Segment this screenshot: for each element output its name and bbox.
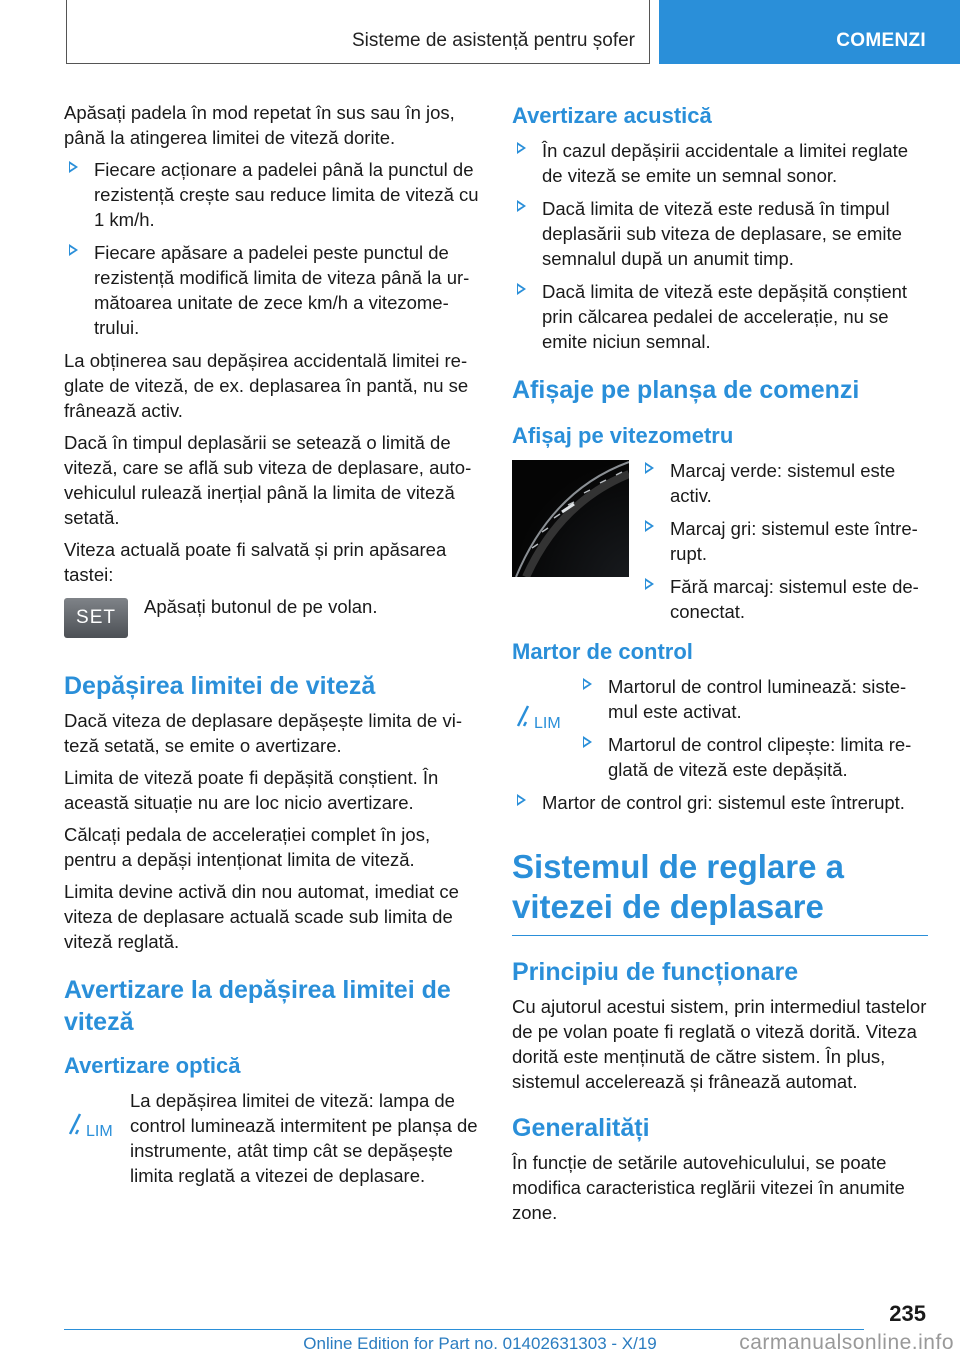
optic-warning-text: La depășirea limitei de viteză: lampa de control luminează intermitent pe planșa de instrumente, atât timp cât se depășește limita reglată a vitezei de deplasare. [130,1090,478,1186]
triangle-bullet-icon [69,244,78,256]
heading-speedometer: Afișaj pe vitezometru [512,423,734,448]
paragraph: Viteza actuală poate fi salvată și prin apăsarea tastei: [64,539,447,585]
list-item: Martorul de control clipește: limita reglată de viteză este depășită. [578,732,928,782]
bullet-list [512,790,928,815]
edition-text: Online Edition for Part no. 01402631303 - X/19 [303,1334,657,1353]
footer-divider [64,1329,864,1330]
speedometer-row [512,458,928,624]
paragraph: Limita de viteză poate fi depășită conștient. În această situație nu are loc nicio avertizare. [64,767,439,813]
paragraph: Dacă viteza de deplasare depășește limita de viteză setată, se emite o avertizare. [64,710,462,756]
list-item: Fiecare apăsare a padelei peste punctul de rezistență modifică limita de viteza până la următoarea unitate de zece km/h a vitezometrului. [64,240,482,340]
heading-cruise-control: Sistemul de reglare a vitezei de deplasare [512,847,928,936]
speedometer-image [512,460,629,577]
triangle-bullet-icon [517,794,526,806]
triangle-bullet-icon [645,462,654,474]
bullet-list [640,458,928,624]
triangle-bullet-icon [517,142,526,154]
indicator-row [512,674,928,782]
speed-limiter-icon [514,692,574,732]
triangle-bullet-icon [645,578,654,590]
watermark: carmanualsonline.info [739,1331,954,1354]
heading-acoustic: Avertizare acustică [512,103,712,128]
list-item: Marcaj gri: sistemul este întrerupt. [640,516,928,566]
optic-warning-row [64,1088,482,1188]
heading-warning: Avertizare la depășirea limitei de viteză [64,976,451,1036]
paragraph: Călcați pedala de accelerației complet în jos, pentru a depăși intenționat limita de viteză. [64,824,431,870]
heading-display: Afișaje pe planșa de comenzi [512,376,860,404]
lim-label: LIM [86,1123,113,1140]
paragraph: În funcție de setările autovehiculului, se poate modifica caracteristica reglării vitezei în anumite zone. [512,1152,905,1223]
triangle-bullet-icon [645,520,654,532]
heading-exceed: Depășirea limitei de viteză [64,672,376,700]
page-number: 235 [889,1301,926,1326]
heading-optic: Avertizare optică [64,1053,241,1078]
triangle-bullet-icon [583,678,592,690]
paragraph: Limita devine activă din nou automat, imediat ce viteza de deplasare actuală scade sub limita de viteză reglată. [64,881,459,952]
list-item: În cazul depășirii accidentale a limitei reglate de viteză se emite un semnal sonor. [512,138,928,188]
list-item: Dacă limita de viteză este redusă în timpul deplasării sub viteza de deplasare, se emite semnalul după un anumit timp. [512,196,928,271]
triangle-bullet-icon [517,283,526,295]
paragraph: La obținerea sau depășirea accidentală limitei reglate de viteză, de ex. deplasarea în pantă, nu se frânează activ. [64,350,469,421]
lim-label: LIM [534,715,561,732]
list-item: Fiecare acționare a padelei până la punctul de rezistență crește sau reduce limita de viteză cu 1 km/h. [64,157,482,232]
speed-limiter-icon [66,1100,126,1140]
bullet-list [512,138,928,354]
chapter-tab[interactable]: COMENZI [659,0,960,64]
bullet-list [578,674,928,782]
triangle-bullet-icon [69,161,78,173]
paragraph: Dacă în timpul deplasării se setează o limită de viteză, care se află sub viteza de deplasare, autovehiculul rulează inerțial până la limita de viteză setată. [64,432,472,528]
left-column [64,100,482,1188]
paragraph: Apăsați padela în mod repetat în sus sau în jos, până la atingerea limitei de viteză dorite. [64,102,455,148]
set-button-icon: SET [64,598,128,638]
page-header [0,0,960,64]
paragraph: Cu ajutorul acestui sistem, prin intermediul tastelor de pe volan poate fi reglată o viteză dorită. Viteza dorită este menținută de către sistem. În plus, sistemul accelerează și frânează automat. [512,996,927,1092]
triangle-bullet-icon [583,736,592,748]
triangle-bullet-icon [517,200,526,212]
list-item: Martor de control gri: sistemul este întrerupt. [512,790,928,815]
section-title: Sisteme de asistență pentru șofer [66,0,650,64]
list-item: Dacă limita de viteză este depășită conștient prin călcarea pedalei de accelerație, nu se emite niciun semnal. [512,279,928,354]
bullet-list [64,157,482,340]
list-item: Marcaj verde: sistemul este activ. [640,458,928,508]
set-button-row [64,594,482,644]
set-instruction: Apăsați butonul de pe volan. [144,596,378,617]
heading-indicator: Martor de control [512,639,693,664]
list-item: Fără marcaj: sistemul este deconectat. [640,574,928,624]
heading-principle: Principiu de funcționare [512,958,799,986]
right-column [512,100,928,1232]
heading-general: Generalități [512,1114,650,1142]
list-item: Martorul de control luminează: sistemul este activat. [578,674,928,724]
